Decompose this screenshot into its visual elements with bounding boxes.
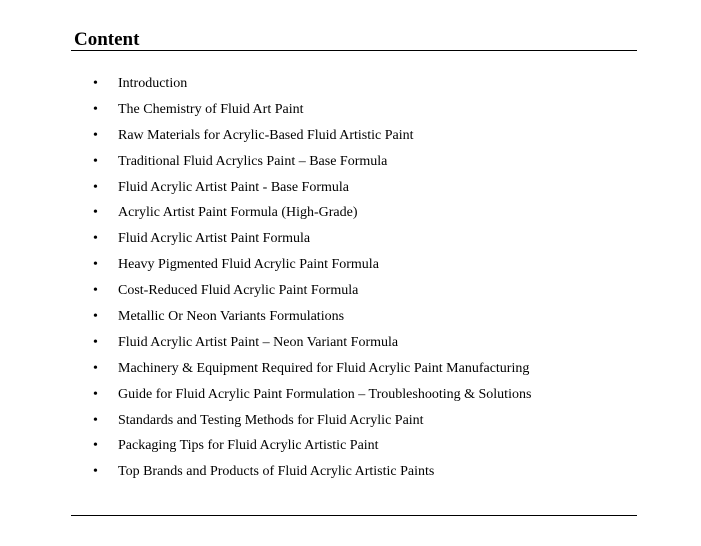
list-item-label: Introduction: [118, 76, 188, 91]
bullet-icon: •: [93, 257, 98, 273]
list-item-label: Standards and Testing Methods for Fluid Acrylic Paint: [118, 412, 424, 428]
list-item-label: Machinery & Equipment Required for Fluid Acrylic Paint Manufacturing: [118, 360, 530, 376]
list-item-label: The Chemistry of Fluid Art Paint: [118, 101, 304, 117]
bullet-icon: •: [93, 179, 98, 195]
bullet-icon: •: [93, 76, 98, 91]
list-item-label: Heavy Pigmented Fluid Acrylic Paint Formula: [118, 257, 379, 273]
list-item-label: Traditional Fluid Acrylics Paint – Base Formula: [118, 153, 388, 169]
heading-divider: [71, 50, 637, 51]
bullet-icon: •: [93, 205, 98, 221]
page-title: Content: [74, 29, 140, 50]
list-item-label: Fluid Acrylic Artist Paint Formula: [118, 231, 311, 247]
list-item-label: Fluid Acrylic Artist Paint – Neon Variant Formula: [118, 334, 399, 350]
bullet-icon: •: [93, 101, 98, 117]
list-item-label: Cost-Reduced Fluid Acrylic Paint Formula: [118, 283, 359, 299]
bullet-icon: •: [93, 386, 98, 402]
bullet-icon: •: [93, 231, 98, 247]
bullet-icon: •: [93, 309, 98, 325]
bullet-icon: •: [93, 438, 98, 454]
bullet-icon: •: [93, 283, 98, 299]
list-item-label: Fluid Acrylic Artist Paint - Base Formula: [118, 179, 349, 195]
list-item-label: Raw Materials for Acrylic-Based Fluid Artistic Paint: [118, 127, 414, 143]
bullet-icon: •: [93, 127, 98, 143]
bullet-icon: •: [93, 153, 98, 169]
list-item-label: Packaging Tips for Fluid Acrylic Artistic Paint: [118, 438, 379, 454]
list-item-label: Guide for Fluid Acrylic Paint Formulation – Troubleshooting & Solutions: [118, 386, 532, 402]
footer-divider: [71, 515, 637, 516]
bullet-icon: •: [93, 464, 98, 480]
list-item-label: Metallic Or Neon Variants Formulations: [118, 309, 345, 325]
list-item-label: Top Brands and Products of Fluid Acrylic Artistic Paints: [118, 464, 435, 480]
bullet-icon: •: [93, 412, 98, 428]
bullet-icon: •: [93, 360, 98, 376]
list-item-label: Acrylic Artist Paint Formula (High-Grade): [118, 205, 358, 221]
bullet-icon: •: [93, 334, 98, 350]
